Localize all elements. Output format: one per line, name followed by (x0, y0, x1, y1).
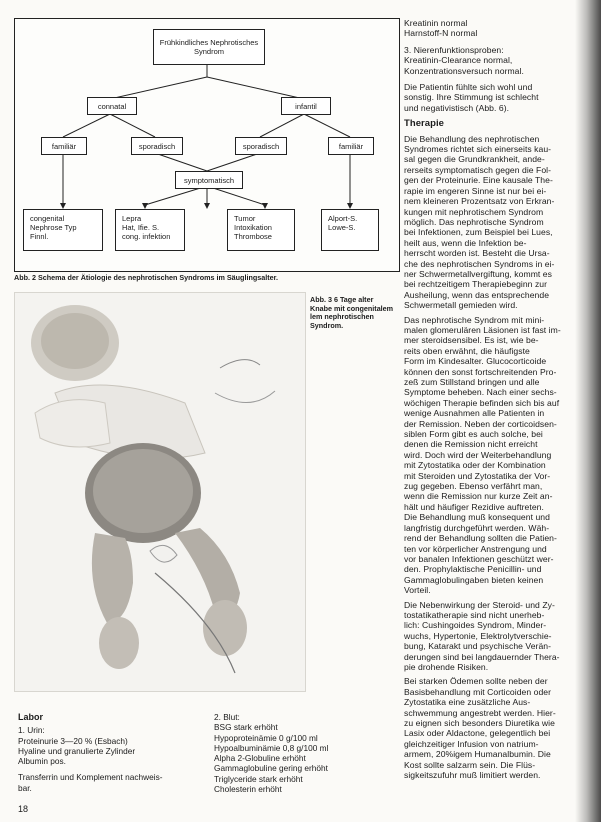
text-line: können den sonst fortschreitenden Pro- (404, 366, 557, 377)
leaf-text: Lepra (122, 214, 142, 223)
text-line: schwemmung angestrebt werden. Hier- (404, 707, 556, 718)
text-line: mer steroidsensibel. Es ist, wie be- (404, 335, 539, 346)
labor-line: 1. Urin: (18, 725, 45, 736)
text-line: denen die Remission nicht erreicht (404, 439, 538, 450)
infant-photo (14, 292, 306, 692)
text-line: Ausheilung, wenn das entsprechende (404, 289, 550, 300)
text-line: wuchs, Hypertonie, Elektrolytverschie- (404, 630, 552, 641)
text-line: herrscht worden ist. Besteht die Ursa- (404, 248, 550, 259)
therapy-heading: Therapie (404, 118, 444, 130)
text-line: wenige Ausnahmen alle Patienten in (404, 408, 545, 419)
text-line: 3. Nierenfunktionsproben: (404, 44, 504, 55)
labor-line: Transferrin und Komplement nachweis- (18, 772, 163, 783)
therapy-paragraph-3 (404, 600, 588, 673)
text-line: gen der Proteinurie. Eine kausale The- (404, 175, 553, 186)
diagram-node-infantil: infantil (281, 97, 331, 115)
text-line: Zytostatika eine zusätzliche Aus- (404, 697, 531, 708)
text-line: pie drohende Risiken. (404, 661, 489, 672)
leaf-text: Hat, Ifie. S. (122, 223, 160, 232)
text-line: siblen Form gibt es auch solche, bei (404, 429, 543, 440)
labor-line: Albumin pos. (18, 756, 66, 767)
text-line: den. Prophylaktische Penicillin- und (404, 564, 542, 575)
text-line: nem kleineren Prozentsatz von Erkran- (404, 196, 555, 207)
text-line: zeß zum Stillstand bringen und alle (404, 377, 540, 387)
text-line: Die Behandlung des nephrotischen (404, 133, 540, 144)
text-line: ten vor körperlicher Anstrengung und (404, 543, 547, 554)
text-line: lich: Cushingoides Syndrom, Minder- (404, 620, 547, 631)
text-line: ner Schwermetallvergiftung, kommt es (404, 268, 552, 279)
text-line: Kreatinin-Clearance normal, (404, 55, 513, 66)
text-line: heilt aus, wenn die Infektion be- (404, 237, 527, 248)
text-line: mit Zytostatika oder der Kombination (404, 460, 546, 471)
text-line: mit Steroiden und Zytostatika der Vor- (404, 470, 551, 481)
caption-line: Knabe mit congenitalem (310, 303, 394, 313)
leaf-text: Tumor (234, 214, 256, 223)
text-line: tostatikatherapie sind nicht unerheb- (404, 609, 545, 620)
diagram-node-sporadisch-right: sporadisch (235, 137, 287, 155)
labor-line: Hyaline und granulierte Zylinder (18, 745, 136, 756)
diagram-node-symptomatisch: symptomatisch (175, 171, 243, 189)
blut-line: Hypoproteinämie 0 g/100 ml (214, 732, 318, 743)
leaf-text: Nephrose Typ Finnl. (30, 223, 77, 241)
text-line: sigkeitszufuhr muß limitiert werden. (404, 770, 541, 781)
text-line: rerseits symptomatisch gegen die Fol- (404, 164, 552, 175)
text-line: hält und häufiger Rezidive auftreten. (404, 501, 544, 512)
leaf-text: Thrombose (234, 232, 272, 241)
text-line: wird. Doch wird der Weiterbehandlung (404, 449, 552, 460)
diagram-node-connatal: connatal (87, 97, 137, 115)
blut-line: Cholesterin erhöht (214, 784, 282, 795)
text-line: und negativistisch (Abb. 6). (404, 102, 510, 113)
diagram-leaf-alport (321, 209, 379, 251)
text-line: möglich. Das nephrotische Syndrom (404, 216, 544, 227)
page-number: 18 (18, 804, 29, 814)
scan-shadow (575, 0, 601, 822)
text-line: che des nephrotischen Syndroms in ei- (404, 258, 555, 269)
text-line: Basisbehandlung mit Corticoiden oder (404, 686, 552, 697)
text-line: Kost sollte salzarm sein. Die Flüs- (404, 759, 536, 770)
text-line: Bei starken Ödemen sollte neben der (404, 676, 548, 687)
diagram-node-familiaer-left: familiär (41, 137, 87, 155)
text-line: wöchigen Therapie befinden sich bis auf (404, 397, 560, 408)
text-line: kungen mit nephrotischem Syndrom (404, 206, 544, 217)
text-line: vor banalen Infektionen geschützt wer- (404, 553, 554, 564)
text-line: Vorteil. (404, 585, 431, 596)
labor-section (18, 712, 208, 793)
labor-heading: Labor (18, 712, 44, 722)
diagram-node-familiaer-right: familiär (328, 137, 374, 155)
text-line: rend der Behandlung sollten die Patien- (404, 533, 557, 544)
text-line: malen glomerulären Läsionen ist fast im- (404, 324, 561, 335)
text-line: langfristig durchgeführt werden. Wäh- (404, 522, 550, 533)
blut-line: Alpha 2-Globuline erhöht (214, 753, 306, 764)
blut-line: Gammaglobuline gering erhöht (214, 763, 328, 774)
etiology-diagram (14, 18, 400, 272)
text-line: Syndromes richtet sich einerseits kau- (404, 144, 552, 155)
blut-line: Triglyceride stark erhöht (214, 773, 303, 784)
text-line: Lasix oder Aldactone, gelegentlich bei (404, 728, 551, 739)
leaf-text: Intoxikation (234, 223, 272, 232)
text-line: bei Infektionen, zum Beispiel bei Lues, (404, 227, 553, 238)
therapy-paragraph-4 (404, 676, 588, 780)
text-line: reits oben erwähnt, die häufigste (404, 345, 530, 356)
text-line: Kreatinin normal (404, 18, 468, 28)
infant-figure (15, 293, 305, 691)
blut-line: BSG stark erhöht (214, 722, 278, 733)
text-line: armem, 20%igem Humanalbumin. Die (404, 749, 551, 760)
text-line: rapie im engeren Sinne ist nur bei ei- (404, 185, 547, 196)
leaf-text: Lowe-S. (328, 223, 356, 232)
text-line: derungen sind bei langdauernder Thera- (404, 651, 560, 662)
text-line: der Remission. Neben der corticoidsen- (404, 418, 557, 429)
caption-line: Syndrom. (310, 320, 344, 330)
leaf-text: cong. infektion (122, 232, 171, 241)
text-line: Das nephrotische Syndrom mit mini- (404, 314, 545, 325)
text-line: gleichzeitiger Infusion von natrium- (404, 738, 539, 749)
labor-line: Proteinurie 3—20 % (Esbach) (18, 735, 128, 746)
diagram-node-sporadisch-left: sporadisch (131, 137, 183, 155)
leaf-text: congenital (30, 214, 65, 223)
text-line: wenn die Remission nur kurze Zeit an- (404, 491, 553, 502)
text-line: zu eignen sich besonders Diuretika wie (404, 718, 555, 728)
therapy-paragraph-1 (404, 134, 588, 311)
text-line: bung, Katarakt und psychische Verän- (404, 641, 552, 652)
therapy-paragraph-2 (404, 315, 588, 596)
text-line: Symptome beheben. Nach einer sechs- (404, 387, 557, 398)
text-line: Die Patientin fühlte sich wohl und (404, 82, 533, 93)
diagram-leaf-congenital (23, 209, 103, 251)
text-line: sonstig. Ihre Stimmung ist schlecht (404, 92, 539, 103)
text-line: Schwermetall gemieden wird. (404, 300, 518, 311)
diagram-leaf-infection (115, 209, 185, 251)
blut-section (214, 712, 394, 794)
blut-heading: 2. Blut: (214, 712, 240, 722)
text-line: sal gegen die Grundkrankheit, ande- (404, 154, 545, 165)
leaf-text: Alport-S. (328, 214, 358, 223)
text-line: Form im Kindesalter. Glucocorticoide (404, 356, 547, 367)
text-line: Die Nebenwirkung der Steroid- und Zy- (404, 599, 555, 610)
text-line: zug gegeben. Ebenso verfährt man, (404, 481, 543, 492)
caption-line: lem nephrotischen (310, 312, 374, 322)
caption-line: Abb. 3 6 Tage alter (310, 295, 374, 304)
figure-2-caption: Abb. 2 Schema der Ätiologie des nephrotischen Syndroms im Säuglingsalter. (14, 273, 278, 282)
diagram-root-node: Frühkindliches Nephrotisches Syndrom (153, 29, 265, 65)
text-line: bei rechtzeitigem Therapiebeginn zur (404, 279, 548, 290)
labor-line: bar. (18, 782, 32, 793)
right-column (404, 18, 588, 780)
text-line: Konzentrationsversuch normal. (404, 65, 524, 76)
text-line: Gammaglobulingaben bieten keinen (404, 574, 544, 585)
blut-line: Hypoalbuminämie 0,8 g/100 ml (214, 742, 329, 753)
diagram-leaf-tumor (227, 209, 295, 251)
text-line: Die Behandlung muß konsequent und (404, 512, 550, 523)
figure-3-caption (310, 296, 394, 330)
text-line: Harnstoff-N normal (404, 28, 478, 39)
